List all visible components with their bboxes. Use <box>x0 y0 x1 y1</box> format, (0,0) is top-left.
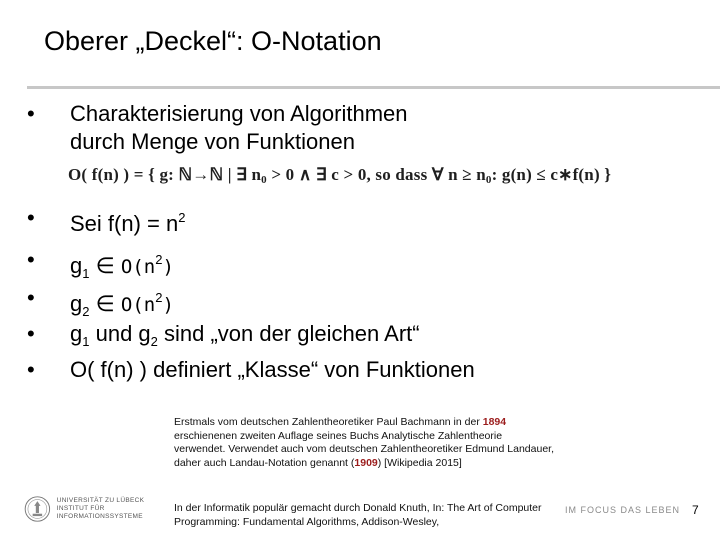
note-text: ) [Wikipedia 2015] <box>377 456 462 469</box>
university-seal-icon <box>24 492 51 526</box>
big-o-definition-formula <box>68 165 611 186</box>
bullet-item <box>27 246 174 288</box>
superscript: 2 <box>155 252 163 267</box>
year-highlight: 1894 <box>482 416 507 428</box>
history-note <box>174 416 554 470</box>
formula-lhs: O( f(n) ) <box>68 165 130 184</box>
closing-paren: ) <box>162 256 174 278</box>
subscript: 1 <box>82 266 90 281</box>
bullet-text-part: Sei f(n) = n <box>70 211 179 236</box>
intro-bullet <box>27 100 408 156</box>
title-divider <box>27 86 720 89</box>
bullet-marker: • <box>27 247 35 272</box>
bullet-item <box>27 320 420 356</box>
page-number: 7 <box>692 503 699 517</box>
element-of-symbol: ∈ <box>89 253 121 278</box>
bullet-text: O( f(n) ) definiert „Klasse“ von Funktionen <box>70 357 475 382</box>
bullet-item <box>27 356 475 384</box>
formula-body-mid: > 0 ∧ ∃ c > 0, so dass ∀ n ≥ n <box>271 165 486 184</box>
year-highlight: 1909 <box>354 456 378 469</box>
slide-title: Oberer „Deckel“: O-Notation <box>44 26 382 56</box>
intro-line-1: Charakterisierung von Algorithmen <box>70 101 408 126</box>
bullet-marker: • <box>27 321 35 346</box>
bullet-text-part: g <box>70 253 83 278</box>
bullet-marker: • <box>27 357 35 382</box>
note-text: erschienenen zweiten Auflage seines Buchs Analytische Zahlentheorie verwendet. Verwendet auch vom deutschen Zahlentheoretiker Edmund Landauer, daher auch Landau-Notation genannt ( <box>174 429 554 469</box>
university-name <box>57 497 164 521</box>
institute-name-line: INSTITUT FÜR INFORMATIONSSYSTEME <box>56 505 143 520</box>
subscript: 2 <box>150 334 158 349</box>
subscript: 2 <box>82 304 90 319</box>
formula-sub-0: 0 <box>261 174 267 186</box>
bullet-text-part: g <box>70 291 83 316</box>
subscript: 1 <box>82 334 90 349</box>
bullet-text-part: g <box>70 321 83 346</box>
university-name-line: UNIVERSITÄT ZU LÜBECK <box>56 497 145 504</box>
bullet-text-part: und g <box>89 321 151 346</box>
big-o-term: O(n <box>120 294 156 316</box>
intro-line-2: durch Menge von Funktionen <box>70 129 355 154</box>
formula-equals: = <box>133 165 144 184</box>
bullet-marker: • <box>27 205 35 230</box>
formula-body-pre: { g: ℕ→ℕ | ∃ n <box>148 165 262 184</box>
superscript: 2 <box>155 290 163 305</box>
superscript: 2 <box>178 210 186 225</box>
knuth-note <box>174 502 554 529</box>
bullet-text <box>70 246 174 288</box>
note-text: Erstmals vom deutschen Zahlentheoretiker Paul Bachmann in der <box>174 416 480 428</box>
bullet-marker: • <box>27 285 35 310</box>
university-logo <box>24 490 164 528</box>
big-o-term: O(n <box>120 256 156 278</box>
footer-slogan: IM FOCUS DAS LEBEN <box>565 505 681 515</box>
bullet-item <box>27 204 185 238</box>
element-of-symbol: ∈ <box>89 291 121 316</box>
bullet-text <box>70 320 420 356</box>
bullet-text-part: sind „von der gleichen Art“ <box>157 321 420 346</box>
closing-paren: ) <box>162 294 174 316</box>
formula-sub-1: 0 <box>485 174 492 186</box>
formula-body-post: : g(n) ≤ c∗f(n) } <box>491 165 612 184</box>
bullet-text <box>70 204 185 238</box>
intro-text <box>70 100 408 156</box>
bullet-marker: • <box>27 101 35 126</box>
note-text: In der Informatik populär gemacht durch Donald Knuth, In: The Art of Computer Programming: Fundamental Algorithms, Addison-Wesley, <box>174 502 542 528</box>
